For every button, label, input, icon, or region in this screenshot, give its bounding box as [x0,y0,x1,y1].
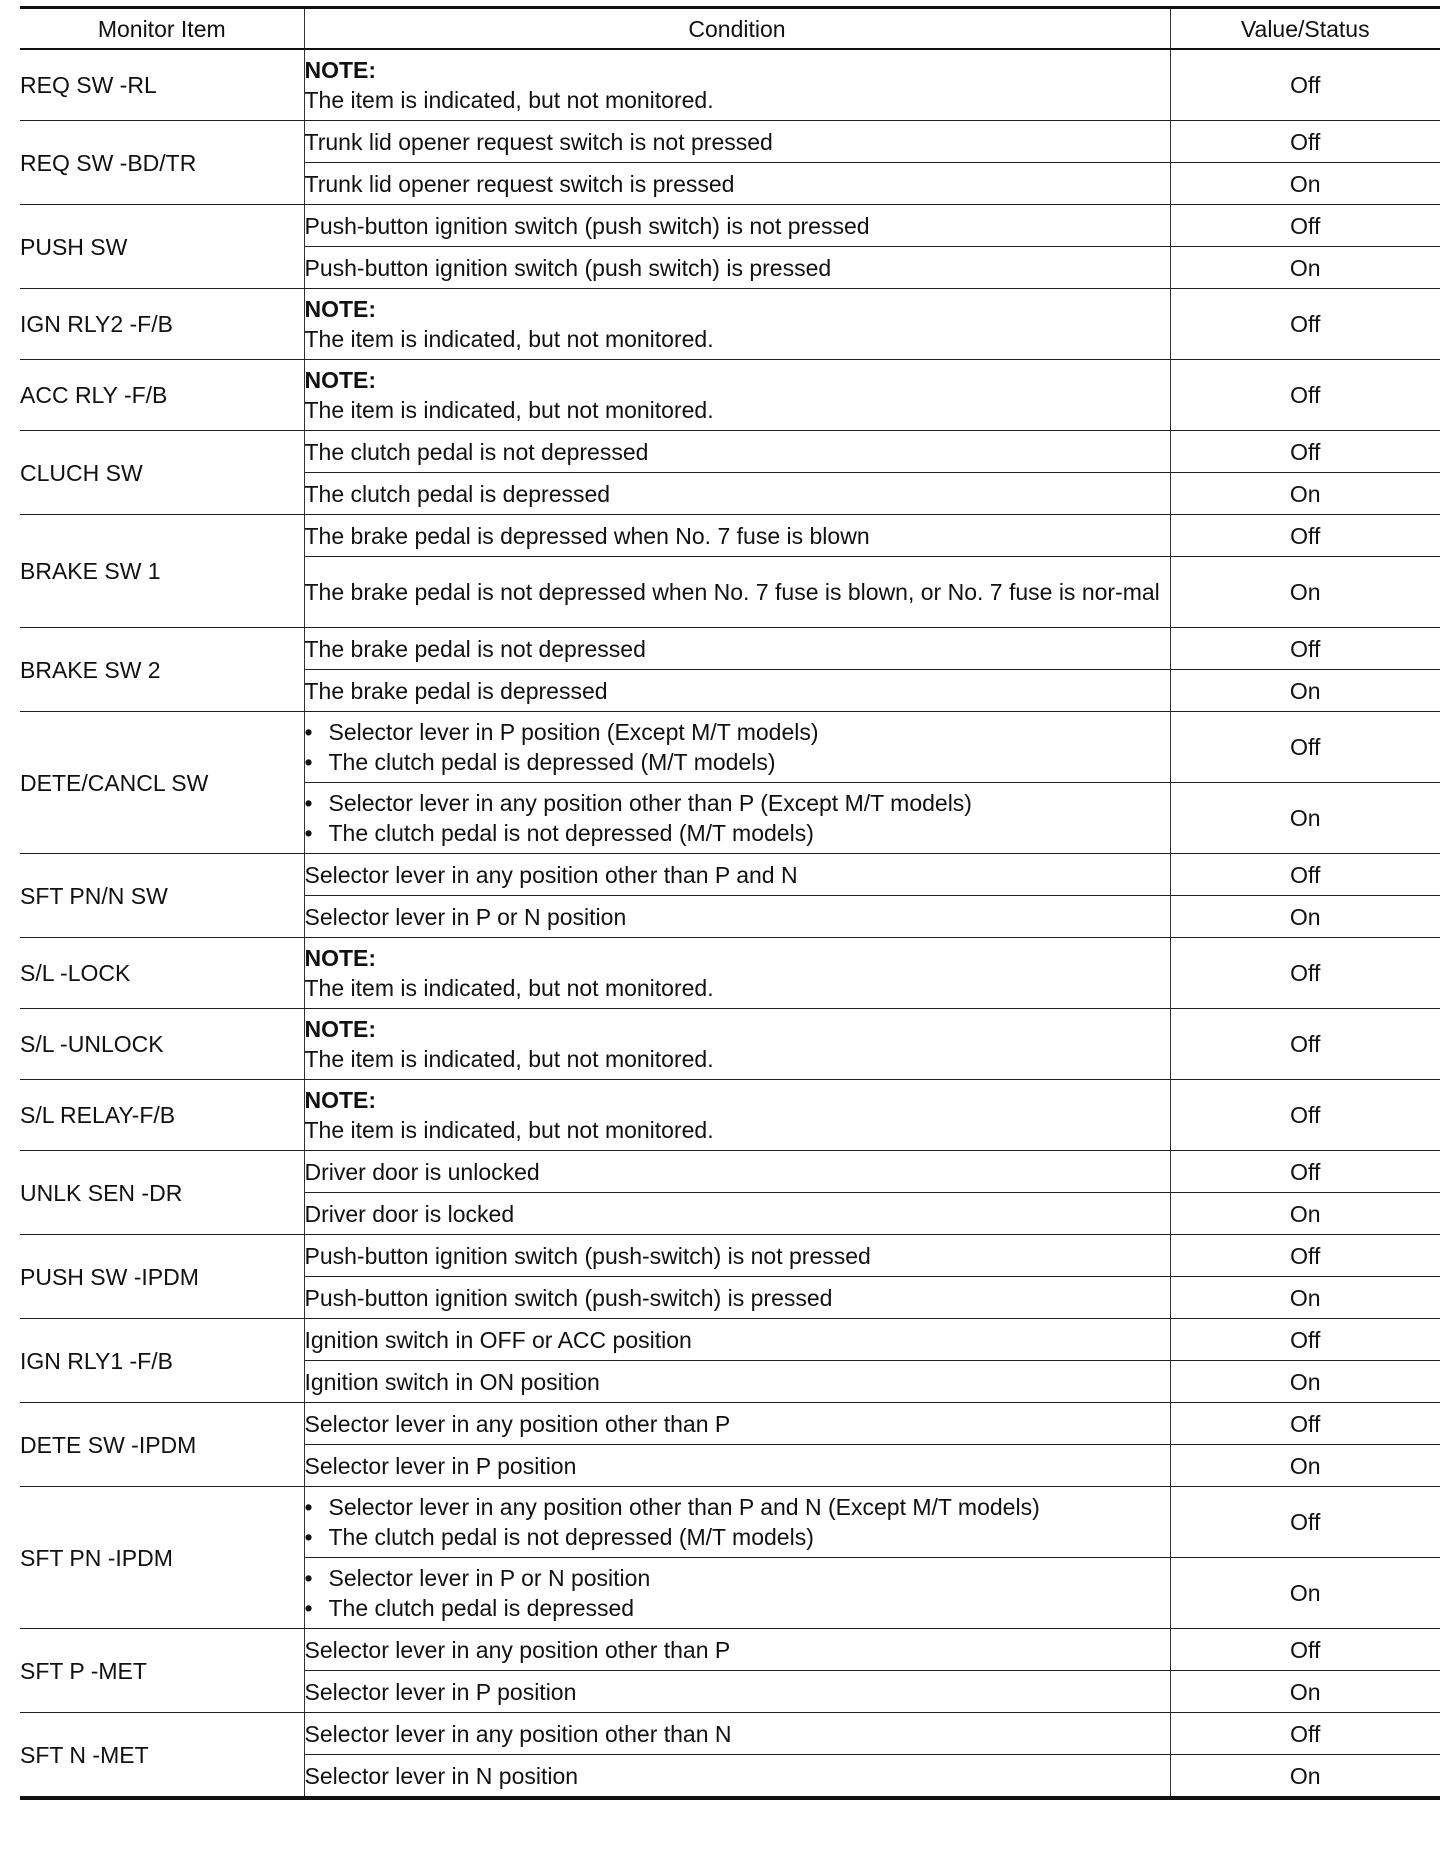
condition-cell [304,783,1170,854]
value-status-cell: Off [1170,49,1440,121]
condition-cell [304,628,1170,670]
note-label: NOTE: [304,945,377,971]
condition-text: Driver door is locked [304,1200,515,1227]
table-row [20,1319,1440,1361]
value-status-cell: Off [1170,854,1440,896]
condition-bullet-item: • The clutch pedal is not depressed (M/T models) [305,1522,1170,1552]
condition-text: Ignition switch in ON position [304,1368,600,1395]
condition-bullet-item: • Selector lever in any position other than P and N (Except M/T models) [305,1492,1170,1522]
condition-cell [304,163,1170,205]
value-status-cell: Off [1170,1319,1440,1361]
value-status-cell: Off [1170,1235,1440,1277]
table-row [20,1713,1440,1755]
condition-text: Trunk lid opener request switch is not pressed [304,128,773,155]
table-row [20,1403,1440,1445]
table-row [20,1487,1440,1558]
table-row [20,431,1440,473]
condition-bullet-list [305,717,1170,777]
condition-text: Selector lever in any position other than P [304,1410,731,1437]
table-row [20,360,1440,431]
table-row [20,1080,1440,1151]
condition-text: Selector lever in any position other than P and N [304,861,798,888]
value-status-cell: Off [1170,1629,1440,1671]
note-text: The item is indicated, but not monitored. [304,1117,714,1143]
value-status-cell: Off [1170,360,1440,431]
table-row [20,49,1440,121]
value-status-cell: Off [1170,289,1440,360]
monitor-item-cell: DETE/CANCL SW [20,712,304,854]
condition-text: Selector lever in any position other than N [304,1720,732,1747]
condition-cell [304,896,1170,938]
condition-cell [304,1235,1170,1277]
condition-cell [304,1009,1170,1080]
condition-cell [304,854,1170,896]
condition-cell [304,431,1170,473]
condition-bullet-item: • The clutch pedal is depressed (M/T models) [305,747,1170,777]
condition-cell [304,1361,1170,1403]
table-row [20,1009,1440,1080]
condition-cell [304,1445,1170,1487]
value-status-cell: On [1170,1277,1440,1319]
monitor-item-cell: ACC RLY -F/B [20,360,304,431]
condition-cell [304,49,1170,121]
condition-cell [304,473,1170,515]
condition-cell [304,1151,1170,1193]
condition-bullet-item: • The clutch pedal is not depressed (M/T models) [305,818,1170,848]
column-header-value-status: Value/Status [1170,8,1440,50]
table-body [20,49,1440,1798]
table-header [20,8,1440,50]
table-row [20,628,1440,670]
condition-cell [304,1080,1170,1151]
condition-cell [304,1487,1170,1558]
monitor-item-cell: SFT PN -IPDM [20,1487,304,1629]
monitor-item-cell: BRAKE SW 2 [20,628,304,712]
monitor-item-cell: S/L -LOCK [20,938,304,1009]
table-row [20,289,1440,360]
condition-text: The brake pedal is depressed when No. 7 fuse is blown [304,522,870,549]
condition-cell [304,1277,1170,1319]
monitor-item-cell: REQ SW -BD/TR [20,121,304,205]
value-status-cell: On [1170,1193,1440,1235]
value-status-cell: On [1170,1361,1440,1403]
note-label: NOTE: [304,1087,377,1113]
condition-cell [304,1558,1170,1629]
monitor-item-cell: UNLK SEN -DR [20,1151,304,1235]
monitor-item-cell: SFT PN/N SW [20,854,304,938]
condition-text: The brake pedal is not depressed [304,635,646,662]
condition-text: Selector lever in N position [304,1762,579,1789]
note-label: NOTE: [304,57,377,83]
condition-bullet-list [305,1492,1170,1552]
note-text: The item is indicated, but not monitored. [304,1046,714,1072]
table-row [20,121,1440,163]
note-text: The item is indicated, but not monitored. [304,397,714,423]
condition-text: The clutch pedal is not depressed [304,438,649,465]
condition-cell [304,1713,1170,1755]
condition-text: Push-button ignition switch (push switch) is not pressed [304,212,870,239]
condition-cell [304,712,1170,783]
note-label: NOTE: [304,296,377,322]
value-status-cell: On [1170,670,1440,712]
note-text: The item is indicated, but not monitored. [304,326,714,352]
value-status-cell: On [1170,1445,1440,1487]
table-row [20,515,1440,557]
value-status-cell: Off [1170,1487,1440,1558]
value-status-cell: On [1170,247,1440,289]
condition-bullet-item: • The clutch pedal is depressed [305,1593,1170,1623]
condition-text: Selector lever in any position other than P [304,1636,731,1663]
condition-bullet-list [305,1563,1170,1623]
condition-text: The brake pedal is not depressed when No. 7 fuse is blown, or No. 7 fuse is nor-mal [304,579,1160,605]
column-header-monitor-item: Monitor Item [20,8,304,50]
condition-cell [304,205,1170,247]
condition-cell [304,247,1170,289]
table-row [20,1629,1440,1671]
value-status-cell: Off [1170,628,1440,670]
note-label: NOTE: [304,1016,377,1042]
condition-cell [304,1193,1170,1235]
condition-cell [304,1755,1170,1799]
condition-text: Driver door is unlocked [304,1158,540,1185]
condition-bullet-item: • Selector lever in P or N position [305,1563,1170,1593]
condition-text: Trunk lid opener request switch is pressed [304,170,735,197]
table-row [20,854,1440,896]
note-label: NOTE: [304,367,377,393]
condition-text: Selector lever in P or N position [304,903,627,930]
value-status-cell: Off [1170,431,1440,473]
condition-cell [304,1629,1170,1671]
monitor-item-cell: SFT P -MET [20,1629,304,1713]
monitor-item-cell: PUSH SW [20,205,304,289]
value-status-cell: Off [1170,938,1440,1009]
table-row [20,205,1440,247]
condition-text: Push-button ignition switch (push-switch) is pressed [304,1284,833,1311]
condition-text: Selector lever in P position [304,1452,577,1479]
condition-cell [304,360,1170,431]
note-text: The item is indicated, but not monitored. [304,975,714,1001]
value-status-cell: Off [1170,1009,1440,1080]
table-row [20,712,1440,783]
condition-cell [304,515,1170,557]
condition-cell [304,1319,1170,1361]
monitor-item-cell: DETE SW -IPDM [20,1403,304,1487]
monitor-item-cell: PUSH SW -IPDM [20,1235,304,1319]
value-status-cell: On [1170,1671,1440,1713]
value-status-cell: Off [1170,1080,1440,1151]
value-status-cell: On [1170,896,1440,938]
condition-cell [304,670,1170,712]
table-row [20,1151,1440,1193]
condition-cell [304,1671,1170,1713]
value-status-cell: Off [1170,712,1440,783]
monitor-item-cell: IGN RLY2 -F/B [20,289,304,360]
condition-cell [304,289,1170,360]
value-status-cell: On [1170,473,1440,515]
monitor-item-cell: IGN RLY1 -F/B [20,1319,304,1403]
note-text: The item is indicated, but not monitored. [304,87,714,113]
value-status-cell: Off [1170,515,1440,557]
condition-text: Selector lever in P position [304,1678,577,1705]
value-status-cell: Off [1170,121,1440,163]
condition-text: Push-button ignition switch (push switch) is pressed [304,254,832,281]
value-status-cell: Off [1170,1403,1440,1445]
value-status-cell: On [1170,1558,1440,1629]
condition-cell [304,1403,1170,1445]
condition-bullet-item: • Selector lever in any position other than P (Except M/T models) [305,788,1170,818]
table-row [20,938,1440,1009]
value-status-cell: Off [1170,1713,1440,1755]
condition-text: The brake pedal is depressed [304,677,608,704]
monitor-item-cell: REQ SW -RL [20,49,304,121]
monitor-item-cell: CLUCH SW [20,431,304,515]
condition-cell [304,557,1170,628]
monitor-item-cell: BRAKE SW 1 [20,515,304,628]
value-status-cell: On [1170,557,1440,628]
value-status-cell: Off [1170,1151,1440,1193]
monitor-item-table [20,6,1440,1800]
value-status-cell: On [1170,1755,1440,1799]
condition-text: Ignition switch in OFF or ACC position [304,1326,692,1353]
value-status-cell: On [1170,163,1440,205]
condition-cell [304,938,1170,1009]
value-status-cell: Off [1170,205,1440,247]
condition-bullet-item: • Selector lever in P position (Except M/T models) [305,717,1170,747]
condition-text: Push-button ignition switch (push-switch) is not pressed [304,1242,871,1269]
condition-text: The clutch pedal is depressed [304,480,611,507]
condition-bullet-list [305,788,1170,848]
monitor-item-cell: S/L RELAY-F/B [20,1080,304,1151]
condition-cell [304,121,1170,163]
table-row [20,1235,1440,1277]
value-status-cell: On [1170,783,1440,854]
column-header-condition: Condition [304,8,1170,50]
monitor-item-cell: SFT N -MET [20,1713,304,1799]
monitor-item-cell: S/L -UNLOCK [20,1009,304,1080]
